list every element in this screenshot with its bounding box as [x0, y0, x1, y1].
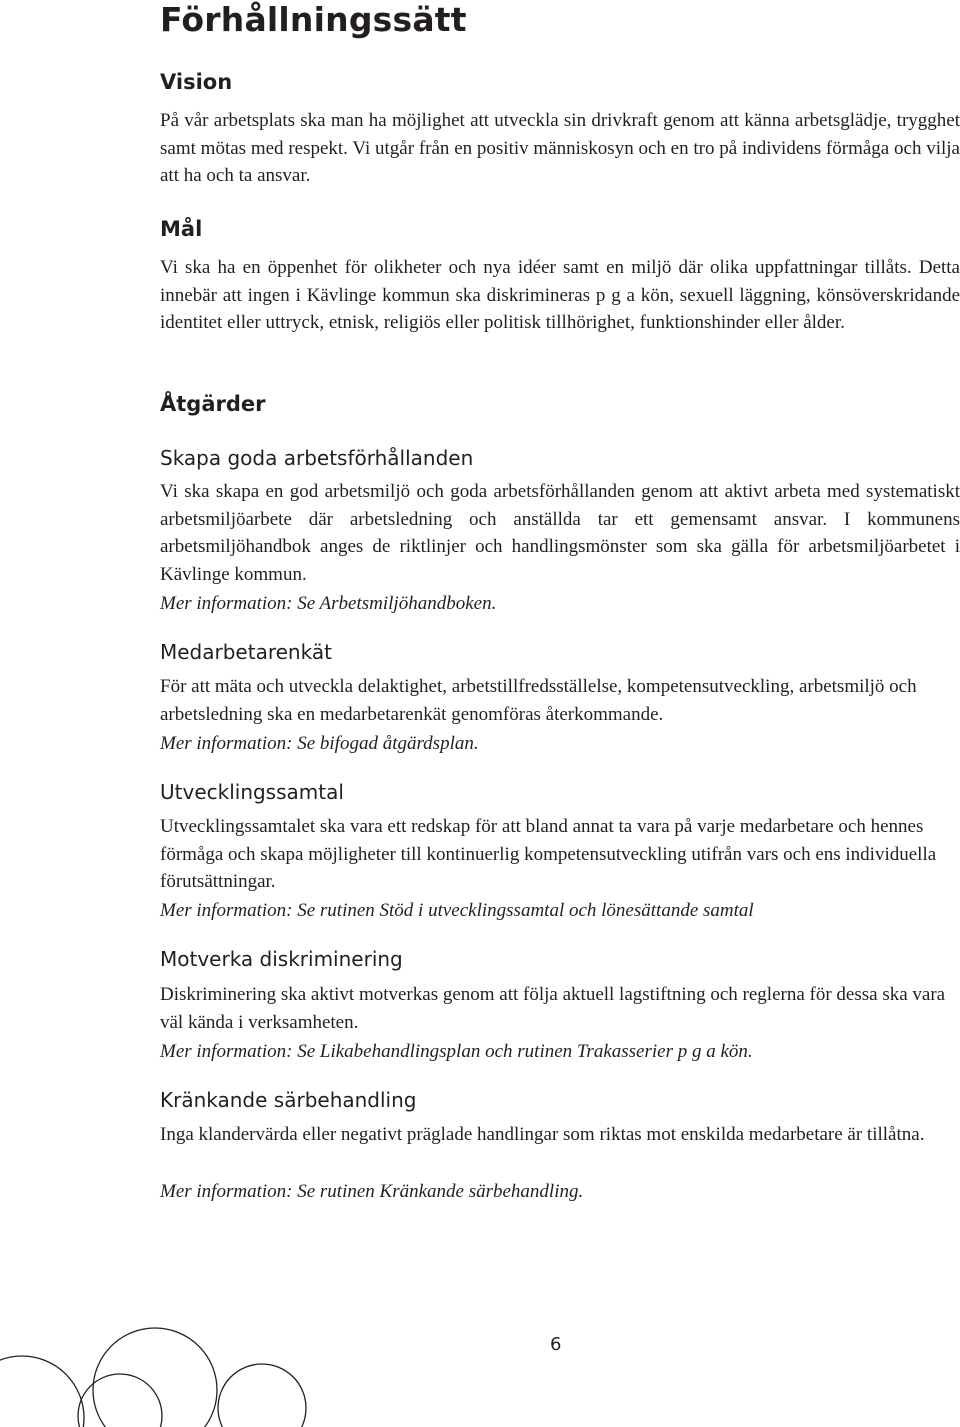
decor-circle [93, 1328, 217, 1427]
vision-text: På vår arbetsplats ska man ha möjlighet att utveckla sin drivkraft genom att känna arbetsglädje, trygghet samt mötas med respekt. Vi utgår från en positiv människosyn och en tro på individens förmåga och vilja att ha och ta ansvar. [160, 110, 960, 186]
subsection-heading-utvecklingssamtal: Utvecklingssamtal [160, 780, 344, 804]
subsection-text-medarbetarenkat: För att mäta och utveckla delaktighet, arbetstillfredsställelse, kompetensutveckling, arbetsmiljö och arbetsledning ska en medarbetarenkät genomföras återkommande. [160, 676, 917, 725]
subsection-text-utvecklingssamtal: Utvecklingssamtalet ska vara ett redskap för att bland annat ta vara på varje medarbetare och hennes förmåga och skapa möjligheter till kontinuerlig kompetensutveckling utifrån vars och ens individuella förutsättningar. [160, 816, 937, 892]
subsection-heading-krankande: Kränkande särbehandling [160, 1088, 417, 1112]
subsection-info-medarbetarenkat: Mer information: Se bifogad åtgärdsplan. [160, 733, 479, 754]
mal-heading: Mål [160, 217, 203, 241]
decor-circle [218, 1364, 306, 1427]
subsection-info-arbetsforhallanden: Mer information: Se Arbetsmiljöhandboken. [160, 593, 497, 614]
subsection-info-diskriminering: Mer information: Se Likabehandlingsplan och rutinen Trakasserier p g a kön. [160, 1041, 753, 1062]
subsection-heading-medarbetarenkat: Medarbetarenkät [160, 640, 332, 664]
subsection-text-diskriminering: Diskriminering ska aktivt motverkas genom att följa aktuell lagstiftning och reglerna för dessa ska vara väl kända i verksamheten. [160, 984, 946, 1033]
subsection-info-utvecklingssamtal: Mer information: Se rutinen Stöd i utvecklingssamtal och lönesättande samtal [160, 900, 754, 921]
decorative-circles [0, 1310, 330, 1427]
subsection-text-krankande: Inga klandervärda eller negativt präglade handlingar som riktas mot enskilda medarbetare är tillåtna. [160, 1124, 925, 1145]
page-number: 6 [550, 1334, 562, 1355]
page-title: Förhållningssätt [160, 0, 467, 39]
subsection-text-arbetsforhallanden: Vi ska skapa en god arbetsmiljö och goda arbetsförhållanden genom att aktivt arbeta med systematiskt arbetsmiljöarbete där arbetsledning och anställda tar ett gemensamt ansvar. I kommunens arbetsmiljöhandbok anges de riktlinjer och handlingsmönster som ska gälla för arbetsmiljöarbetet i Kävlinge kommun. [160, 481, 960, 585]
decor-circle [78, 1374, 162, 1427]
vision-heading: Vision [160, 70, 233, 94]
subsection-heading-arbetsforhallanden: Skapa goda arbetsförhållanden [160, 446, 474, 470]
mal-text: Vi ska ha en öppenhet för olikheter och nya idéer samt en miljö där olika uppfattningar tillåts. Detta innebär att ingen i Kävlinge kommun ska diskrimineras p g a kön, sexuell läggning, könsöverskridande identitet eller uttryck, etnisk, religiös eller politisk tillhörighet, funktionshinder eller ålder. [160, 257, 960, 333]
subsection-info-krankande: Mer information: Se rutinen Kränkande särbehandling. [160, 1181, 584, 1202]
atgarder-heading: Åtgärder [160, 392, 266, 416]
decor-circle [0, 1356, 84, 1427]
subsection-heading-diskriminering: Motverka diskriminering [160, 947, 403, 971]
